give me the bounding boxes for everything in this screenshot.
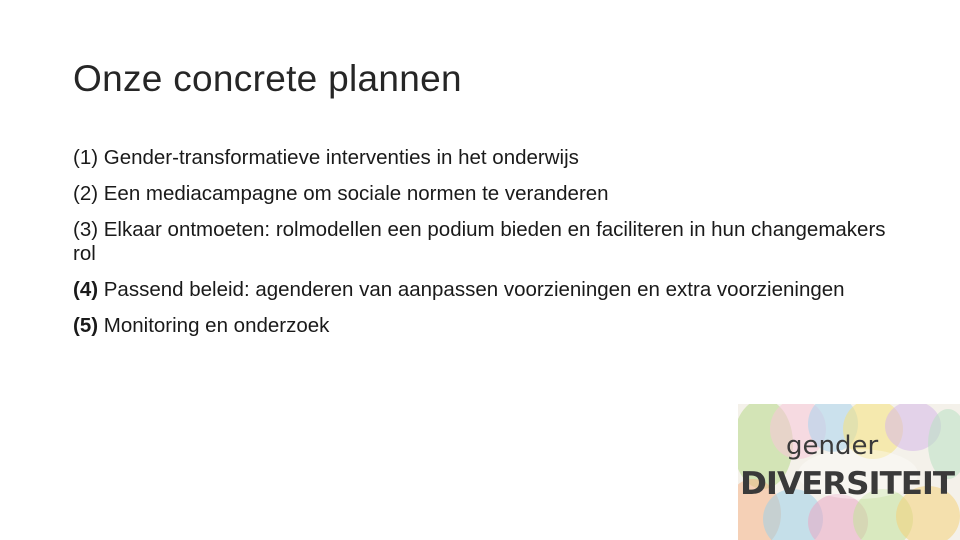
item-number: (5) — [73, 314, 99, 337]
item-text: Elkaar ontmoeten: rolmodellen een podium bieden en faciliteren in hun changemakers rol — [73, 218, 886, 265]
list-item — [73, 278, 893, 302]
logo-word-bottom: DIVERSITEIT — [740, 466, 955, 502]
list-item — [73, 314, 893, 338]
item-number: (4) — [73, 278, 99, 301]
list-item — [73, 182, 893, 206]
item-number: (3) — [73, 218, 99, 241]
item-text: Passend beleid: agenderen van aanpassen voorzieningen en extra voorzieningen — [98, 278, 845, 301]
gender-diversiteit-logo-icon — [738, 404, 960, 540]
slide-title: Onze concrete plannen — [73, 58, 462, 99]
item-number: (1) — [73, 146, 99, 169]
logo-word-top: gender — [786, 431, 879, 461]
plans-list — [73, 146, 893, 350]
item-text: Een mediacampagne om sociale normen te veranderen — [98, 182, 609, 205]
item-number: (2) — [73, 182, 99, 205]
list-item — [73, 218, 893, 266]
item-text: Monitoring en onderzoek — [98, 314, 330, 337]
list-item — [73, 146, 893, 170]
item-text: Gender-transformatieve interventies in het onderwijs — [98, 146, 579, 169]
